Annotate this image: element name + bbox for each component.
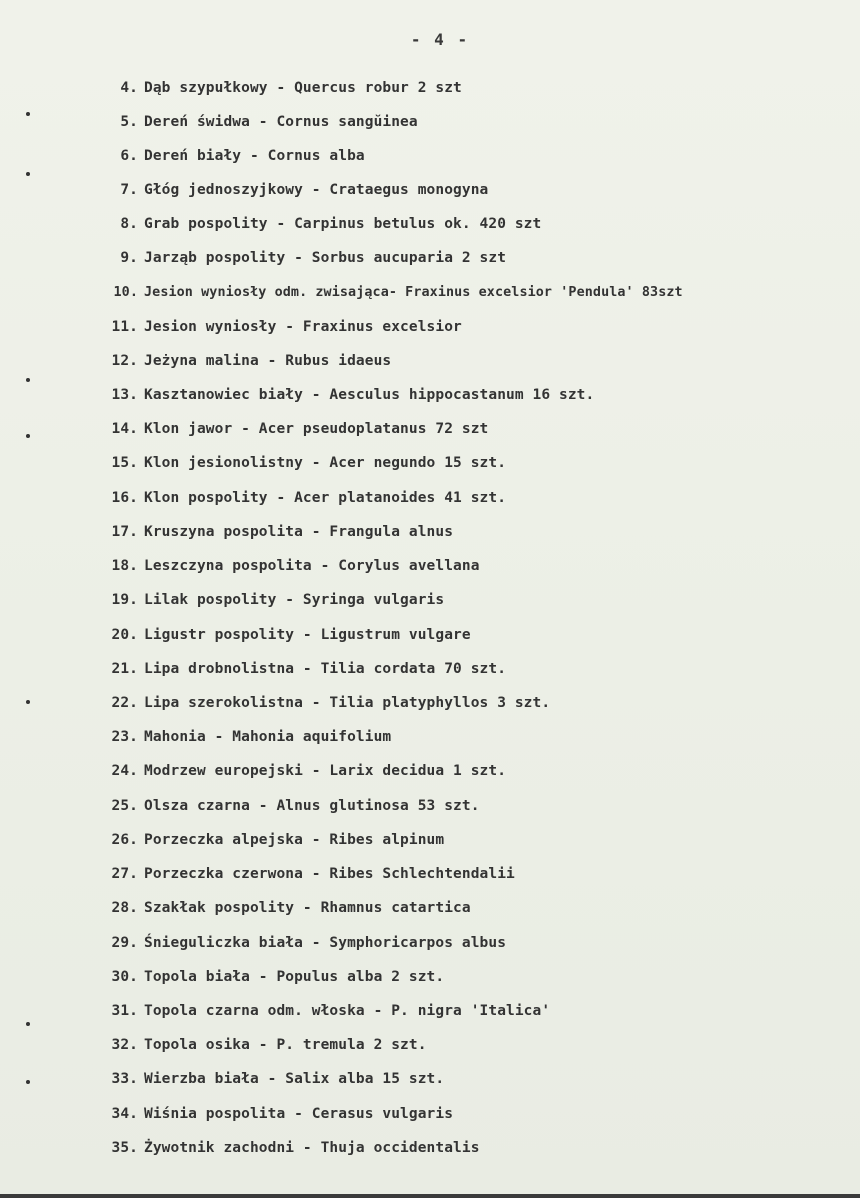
item-text: Klon jawor - Acer pseudoplatanus 72 szt [144,421,489,437]
item-text: Jeżyna malina - Rubus idaeus [144,353,392,369]
item-number: 24. [111,763,138,779]
margin-mark [26,434,30,438]
item-text: Ligustr pospolity - Ligustrum vulgare [144,627,471,643]
list-item [100,1102,453,1126]
item-text: Lipa szerokolistna - Tilia platyphyllos 3 szt. [144,695,551,711]
item-number: 22. [111,695,138,711]
item-number: 30. [111,969,138,985]
list-item [100,1136,480,1160]
list-item [100,178,488,202]
item-text: Dąb szypułkowy - Quercus robur 2 szt [144,80,462,96]
page-bottom-edge [0,1194,860,1198]
item-text: Porzeczka alpejska - Ribes alpinum [144,832,445,848]
item-text: Lilak pospolity - Syringa vulgaris [144,592,445,608]
item-number: 31. [111,1003,138,1019]
margin-mark [26,1022,30,1026]
item-number: 29. [111,935,138,951]
item-text: Dereń świdwa - Cornus sangŭinea [144,114,418,130]
item-text: Leszczyna pospolita - Corylus avellana [144,558,480,574]
item-number: 13. [111,387,138,403]
list-item [100,1033,427,1057]
item-text: Jarząb pospolity - Sorbus aucuparia 2 szt [144,250,507,266]
item-text: Klon jesionolistny - Acer negundo 15 szt. [144,455,507,471]
item-number: 23. [111,729,138,745]
list-item [100,896,471,920]
item-text: Mahonia - Mahonia aquifolium [144,729,392,745]
item-number: 5. [120,114,138,130]
page-number: - 4 - [410,30,470,49]
list-item [100,828,444,852]
item-text: Topola biała - Populus alba 2 szt. [144,969,445,985]
item-text: Topola czarna odm. włoska - P. nigra 'Italica' [144,1003,551,1019]
item-number: 20. [111,627,138,643]
item-text: Olsza czarna - Alnus glutinosa 53 szt. [144,798,480,814]
item-text: Jesion wyniosły - Fraxinus excelsior [144,319,462,335]
list-item [100,691,550,715]
item-number: 17. [111,524,138,540]
list-item [100,1067,444,1091]
margin-mark [26,172,30,176]
list-item [100,212,541,236]
item-text: Śnieguliczka biała - Symphoricarpos albus [144,935,507,951]
item-text: Modrzew europejski - Larix decidua 1 szt. [144,763,507,779]
margin-mark [26,112,30,116]
item-text: Klon pospolity - Acer platanoides 41 szt. [144,490,507,506]
list-item [100,281,683,305]
margin-mark [26,700,30,704]
item-number: 28. [111,900,138,916]
item-number: 12. [111,353,138,369]
margin-mark [26,378,30,382]
item-number: 21. [111,661,138,677]
item-number: 6. [120,148,138,164]
item-number: 7. [120,182,138,198]
item-number: 11. [111,319,138,335]
item-number: 19. [111,592,138,608]
item-text: Kruszyna pospolita - Frangula alnus [144,524,454,540]
list-item [100,965,444,989]
item-number: 25. [111,798,138,814]
item-text: Żywotnik zachodni - Thuja occidentalis [144,1140,480,1156]
margin-mark [26,1080,30,1084]
list-item [100,554,480,578]
item-number: 34. [111,1106,138,1122]
item-text: Lipa drobnolistna - Tilia cordata 70 szt. [144,661,507,677]
item-number: 33. [111,1071,138,1087]
list-item [100,486,506,510]
item-number: 4. [120,80,138,96]
list-item [100,315,462,339]
list-item [100,451,506,475]
item-number: 27. [111,866,138,882]
item-text: Porzeczka czerwona - Ribes Schlechtendalii [144,866,515,882]
list-item [100,588,444,612]
list-item [100,417,488,441]
list-item [100,862,515,886]
item-text: Kasztanowiec biały - Aesculus hippocastanum 16 szt. [144,387,595,403]
item-text: Szakłak pospolity - Rhamnus catartica [144,900,471,916]
item-number: 10. [113,285,138,300]
list-item [100,999,550,1023]
list-item [100,110,418,134]
item-number: 26. [111,832,138,848]
list-item [100,520,453,544]
list-item [100,657,506,681]
item-number: 32. [111,1037,138,1053]
list-item [100,759,506,783]
list-item [100,76,462,100]
list-item [100,144,365,168]
item-number: 14. [111,421,138,437]
item-number: 35. [111,1140,138,1156]
item-text: Wiśnia pospolita - Cerasus vulgaris [144,1106,454,1122]
item-text: Wierzba biała - Salix alba 15 szt. [144,1071,445,1087]
list-item [100,349,391,373]
item-number: 16. [111,490,138,506]
list-item [100,931,506,955]
list-item [100,794,480,818]
item-text: Głóg jednoszyjkowy - Crataegus monogyna [144,182,489,198]
item-text: Grab pospolity - Carpinus betulus ok. 420 szt [144,216,542,232]
item-text: Topola osika - P. tremula 2 szt. [144,1037,427,1053]
list-item [100,383,594,407]
item-number: 9. [120,250,138,266]
item-number: 18. [111,558,138,574]
item-text: Dereń biały - Cornus alba [144,148,365,164]
list-item [100,246,506,270]
item-text: Jesion wyniosły odm. zwisająca- Fraxinus excelsior 'Pendula' 83szt [144,285,683,300]
list-item [100,725,391,749]
item-number: 8. [120,216,138,232]
item-number: 15. [111,455,138,471]
list-item [100,623,471,647]
